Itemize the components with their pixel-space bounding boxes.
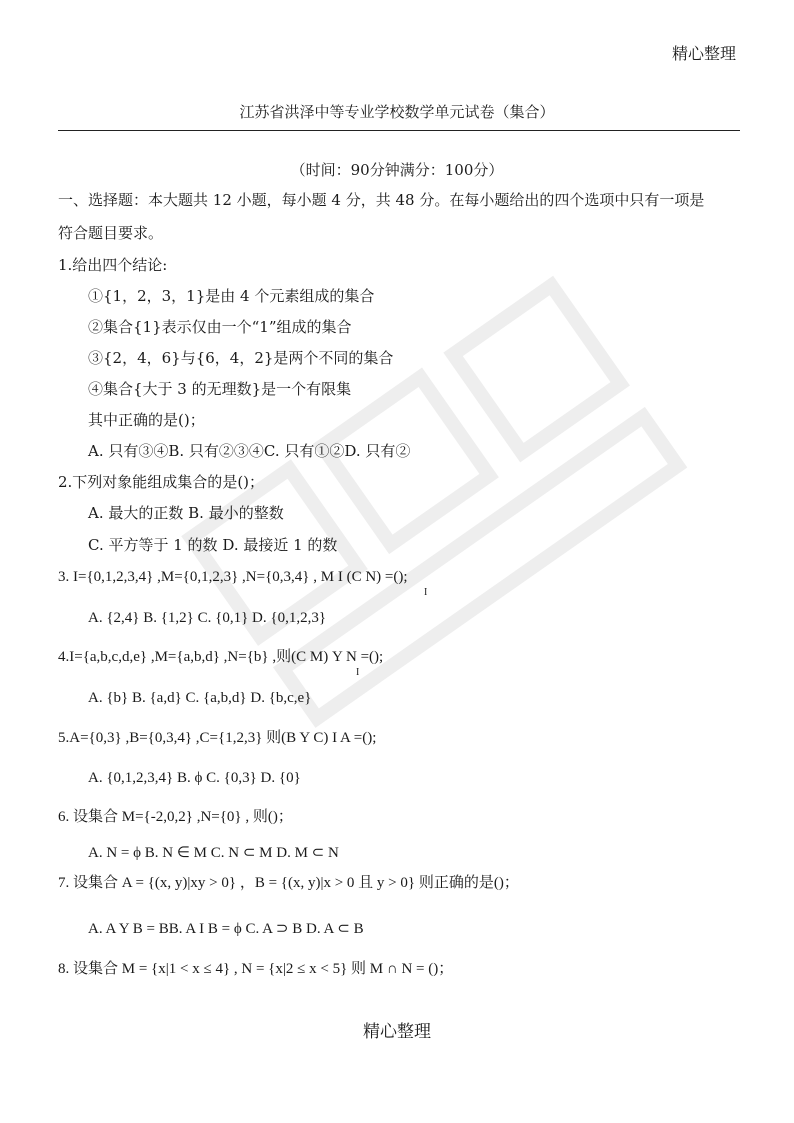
question-6-stem: 6. 设集合 M={-2,0,2} ,N={0} , 则()； bbox=[58, 809, 293, 825]
question-1-item: ①{1，2，3，1}是由 4 个元素组成的集合 bbox=[88, 287, 375, 305]
section-intro-line1: 一、选择题：本大题共 12 小题，每小题 4 分，共 48 分。在每小题给出的四个选项中只有一项是 bbox=[58, 191, 705, 209]
question-3-subscript: I bbox=[424, 587, 428, 598]
question-7-options: A. A Y B = BB. A I B = ϕ C. A ⊃ B D. A ⊂ B bbox=[88, 921, 364, 937]
question-7-stem: 7. 设集合 A = {(x, y)|xy > 0} ，B = {(x, y)|x > 0 且 y > 0} 则正确的是()； bbox=[58, 875, 519, 891]
question-2-stem: 2.下列对象能组成集合的是()； bbox=[58, 473, 265, 491]
question-3-stem: 3. I={0,1,2,3,4} ,M={0,1,2,3} ,N={0,3,4} , M I (C N) =(); bbox=[58, 569, 408, 585]
footer-note: 精心整理 bbox=[363, 1022, 431, 1042]
question-1-stem: 1.给出四个结论: bbox=[58, 256, 168, 274]
question-1-item: ②集合{1}表示仅由一个“1”组成的集合 bbox=[88, 318, 352, 336]
question-5-stem: 5.A={0,3} ,B={0,3,4} ,C={1,2,3} 则(B Y C) I A =(); bbox=[58, 730, 377, 746]
question-5-options: A. {0,1,2,3,4} B. ϕ C. {0,3} D. {0} bbox=[88, 770, 301, 786]
time-note: （时间：90分钟满分：100分） bbox=[290, 161, 504, 179]
question-6-options: A. N = ϕ B. N ∈ M C. N ⊂ M D. M ⊂ N bbox=[88, 845, 339, 861]
question-1-item: ③{2，4，6}与{6，4，2}是两个不同的集合 bbox=[88, 349, 394, 367]
header-note: 精心整理 bbox=[671, 44, 736, 63]
exam-title: 江苏省洪泽中等专业学校数学单元试卷（集合） bbox=[239, 103, 555, 121]
question-2-options: C. 平方等于 1 的数 D. 最接近 1 的数 bbox=[88, 536, 338, 554]
question-2-options: A. 最大的正数 B. 最小的整数 bbox=[88, 504, 284, 522]
question-8-stem: 8. 设集合 M = {x|1 < x ≤ 4} , N = {x|2 ≤ x < 5} 则 M ∩ N = ()； bbox=[58, 961, 454, 977]
title-rule bbox=[58, 130, 740, 131]
section-intro-line2: 符合题目要求。 bbox=[58, 224, 164, 242]
question-1-prompt: 其中正确的是()； bbox=[88, 411, 205, 429]
question-1-options: A. 只有③④B. 只有②③④C. 只有①②D. 只有② bbox=[88, 442, 411, 460]
question-4-subscript: I bbox=[356, 667, 360, 678]
question-1-item: ④集合{大于 3 的无理数}是一个有限集 bbox=[88, 380, 352, 398]
question-4-options: A. {b} B. {a,d} C. {a,b,d} D. {b,c,e} bbox=[88, 690, 312, 706]
question-4-stem: 4.I={a,b,c,d,e} ,M={a,b,d} ,N={b} ,则(C M) Y N =(); bbox=[58, 649, 384, 665]
question-3-options: A. {2,4} B. {1,2} C. {0,1} D. {0,1,2,3} bbox=[88, 610, 327, 626]
